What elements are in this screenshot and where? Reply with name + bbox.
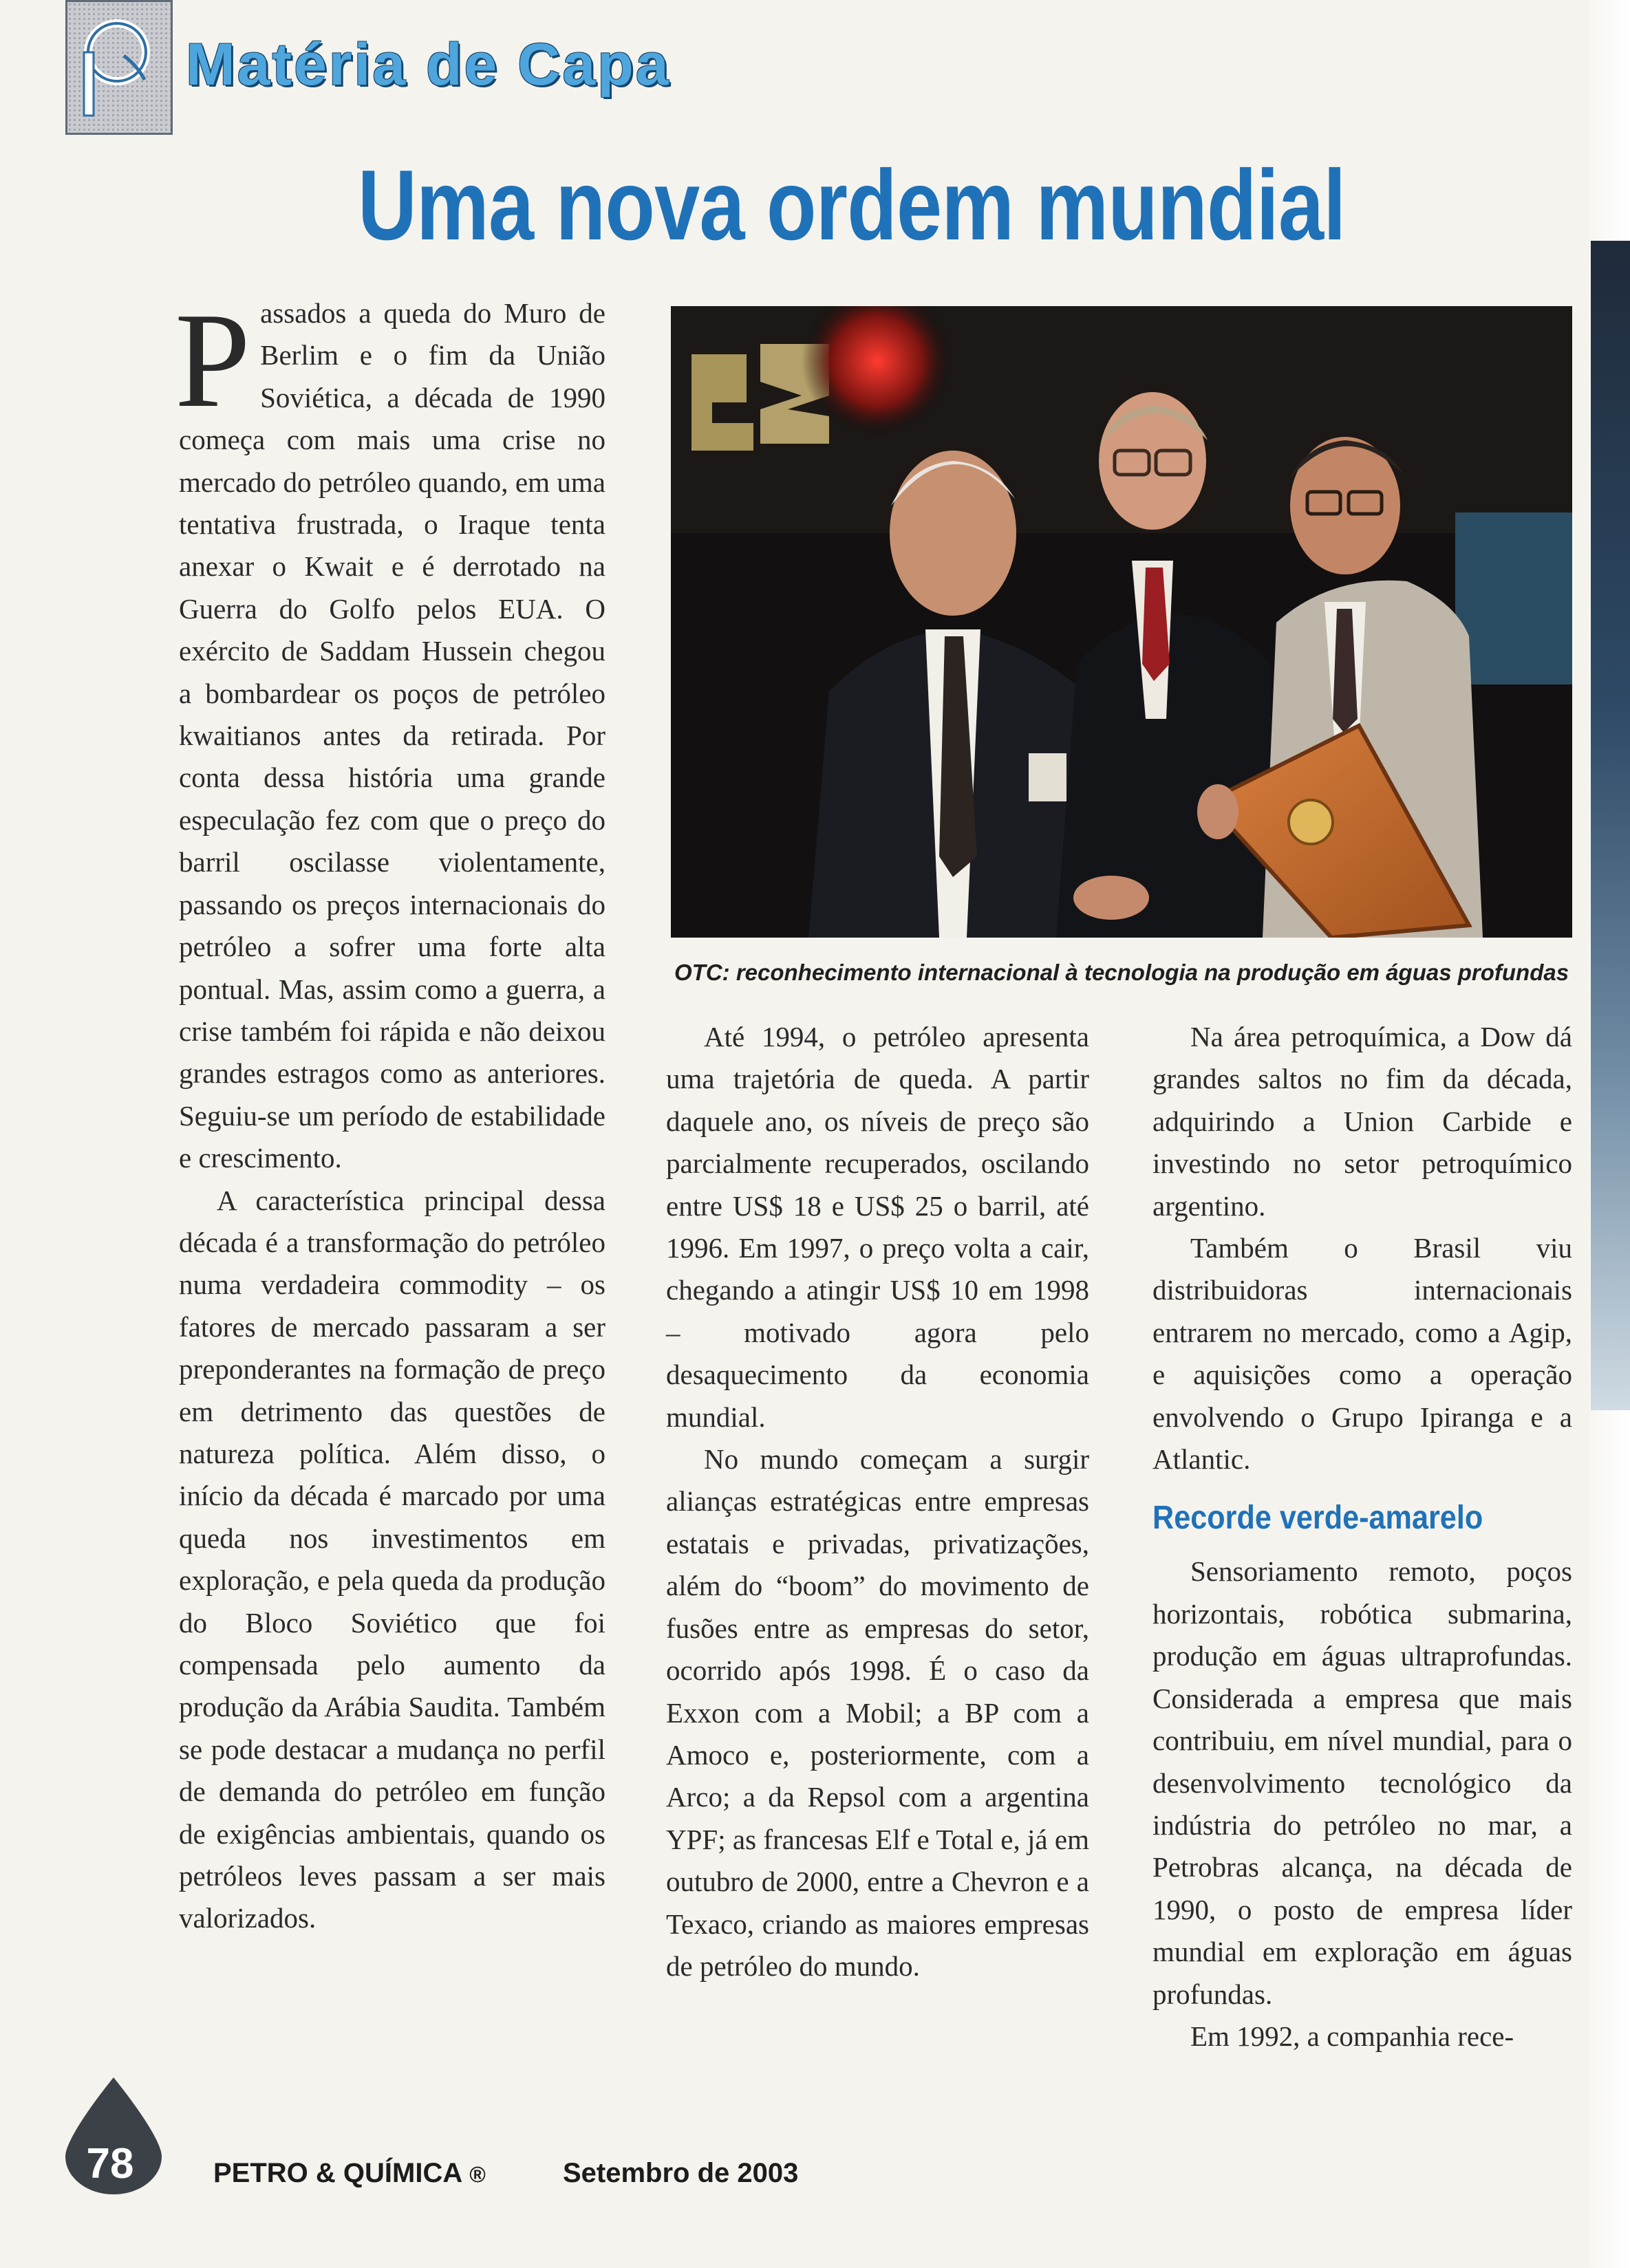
section-header: [65, 0, 685, 138]
column-1: [175, 285, 605, 1940]
paragraph: Na área petroquímica, a Dow dá grandes saltos no fim da década, adquirindo a Union Carbide e investindo no setor petroquímico argentino.: [1152, 1021, 1572, 1222]
paragraph-text: assados a queda do Muro de Berlim e o fim da União Soviética, a década de 1990 começa com mais uma crise no mercado do petróleo quando, em uma tentativa frustrada, o Iraque tenta anexar o Kwait e é derrotado na Guerra do Golfo pelos EUA. O exército de Saddam Hussein chegou a bombardear os poços de petróleo kwaitianos antes da retirada. Por conta dessa história uma grande especulação fez com que o preço do barril oscilasse violentamente, passando os preços internacionais do petróleo a sofrer uma forte alta pontual. Mas, assim como a guerra, a crise também foi rápida e não deixou grandes estragos como as anteriores. Seguiu-se um período de estabilidade e crescimento.: [179, 297, 605, 1174]
article-photo: [671, 306, 1572, 938]
registered-mark: ®: [469, 2162, 486, 2187]
adjacent-page-strip: [1591, 241, 1630, 1410]
issue-date: Setembro de 2003: [563, 2158, 799, 2188]
paragraph: Também o Brasil viu distribuidoras internacionais entrarem no mercado, como a Agip, e aquisições como a operação envolvendo o Grupo Ipiranga e a Atlantic.: [1152, 1232, 1572, 1476]
article-headline: Uma nova ordem mundial: [358, 149, 1346, 261]
brand-name: PETRO & QUÍMICA: [213, 2158, 463, 2188]
magazine-logo-icon: [65, 0, 173, 135]
column-3: [1152, 1016, 1572, 2058]
page-number: 78: [86, 2140, 134, 2188]
paragraph: Até 1994, o petróleo apresenta uma trajetória de queda. A partir daquele ano, os níveis de preço são parcialmente recuperados, oscilando entre US$ 18 e US$ 25 o barril, até 1996. Em 1997, o preço volta a cair, chegando a atingir US$ 10 em 1998 – motivado agora pelo desaquecimento da economia mundial.: [666, 1021, 1089, 1433]
magazine-brand: [213, 2158, 486, 2189]
paragraph: Em 1992, a companhia rece-: [1190, 2020, 1514, 2052]
paragraph: A característica principal dessa década é a transformação do petróleo numa verdadeira commodity – os fatores de mercado passaram a ser preponderantes na formação de preço em detrimento das questões de natureza política. Além disso, o início da década é marcado por uma queda nos investimentos em exploração, e pela queda da produção do Bloco Soviético que foi compensada pelo aumento da produção da Arábia Saudita. Também se pode destacar a mudança no perfil de demanda do petróleo em função de exigências ambientais, quando os petróleos leves passam a ser mais valorizados.: [179, 1184, 605, 1934]
section-title: Matéria de Capa: [186, 32, 671, 98]
subheading: Recorde verde-amarelo: [1152, 1500, 1483, 1537]
paragraph: [175, 285, 605, 1180]
drop-cap: P: [175, 285, 251, 435]
paragraph: No mundo começam a surgir alianças estratégicas entre empresas estatais e privadas, privatizações, além do “boom” do movimento de fusões entre as empresas do setor, ocorrido após 1998. É o caso da Exxon com a Mobil; a BP com a Amoco e, posteriormente, com a Arco; a da Repsol com a argentina YPF; as francesas Elf e Total e, já em outubro de 2000, entre a Chevron e a Texaco, criando as maiores empresas de petróleo do mundo.: [666, 1443, 1089, 1982]
paragraph: Sensoriamento remoto, poços horizontais, robótica submarina, produção em águas ultraprofundas. Considerada a empresa que mais contribuiu, em nível mundial, para o desenvolvimento tecnológico da indústria do petróleo no mar, a Petrobras alcança, na década de 1990, o posto de empresa líder mundial em exploração em águas profundas.: [1152, 1555, 1572, 2010]
column-2: [666, 1016, 1089, 1987]
photo-caption: OTC: reconhecimento internacional à tecnologia na produção em águas profundas: [674, 960, 1569, 985]
